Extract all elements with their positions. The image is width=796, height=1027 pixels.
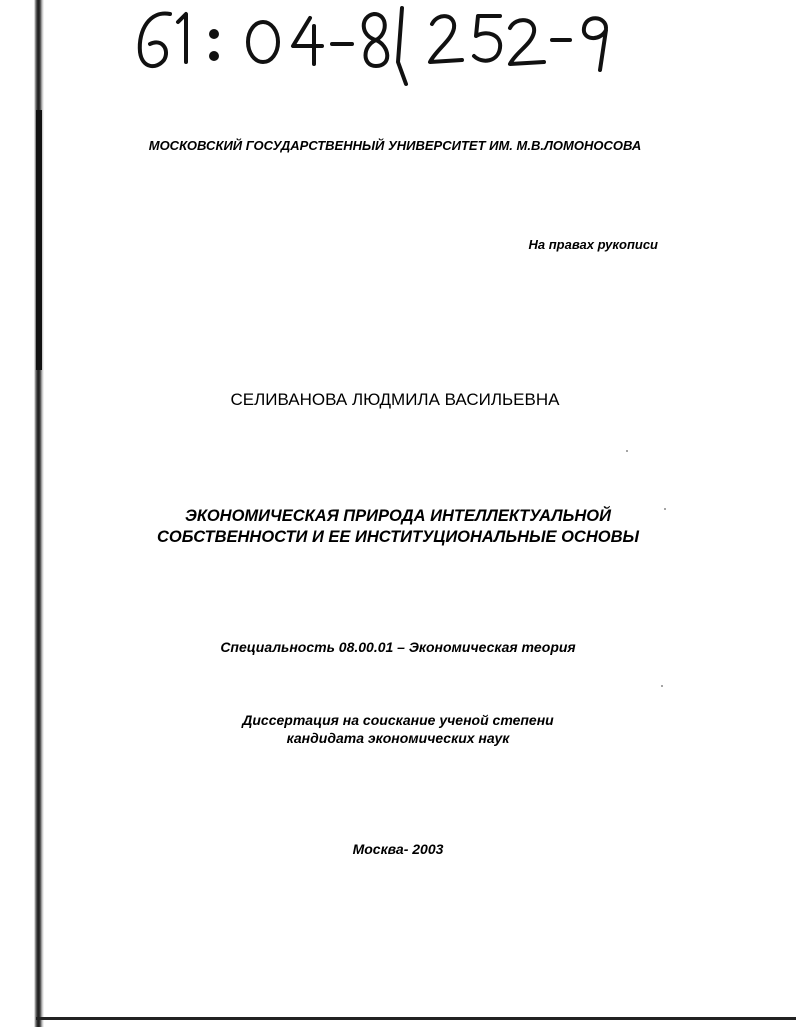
scan-speck [626, 450, 628, 452]
scan-speck [664, 508, 666, 510]
dissertation-title [0, 506, 796, 548]
title-line-2: СОБСТВЕННОСТИ И ЕЕ ИНСТИТУЦИОНАЛЬНЫЕ ОСНОВЫ [156, 528, 639, 546]
scan-speck [661, 685, 663, 687]
author-name: СЕЛИВАНОВА ЛЮДМИЛА ВАСИЛЬЕВНА [230, 390, 560, 409]
scan-bottom-edge [36, 1017, 796, 1020]
specialty-line: Специальность 08.00.01 – Экономическая теория [220, 639, 576, 655]
university-name: МОСКОВСКИЙ ГОСУДАРСТВЕННЫЙ УНИВЕРСИТЕТ ИМ. М.В.ЛОМОНОСОВА [148, 138, 642, 153]
degree-line-2: кандидата экономических наук [286, 730, 510, 746]
city-year: Москва- 2003 [352, 841, 444, 857]
manuscript-rights-note: На правах рукописи [528, 237, 658, 252]
degree-statement [0, 711, 796, 747]
title-line-1: ЭКОНОМИЧЕСКАЯ ПРИРОДА ИНТЕЛЛЕКТУАЛЬНОЙ [185, 507, 611, 525]
handwritten-archive-code [0, 0, 796, 100]
degree-line-1: Диссертация на соискание ученой степени [242, 712, 554, 728]
